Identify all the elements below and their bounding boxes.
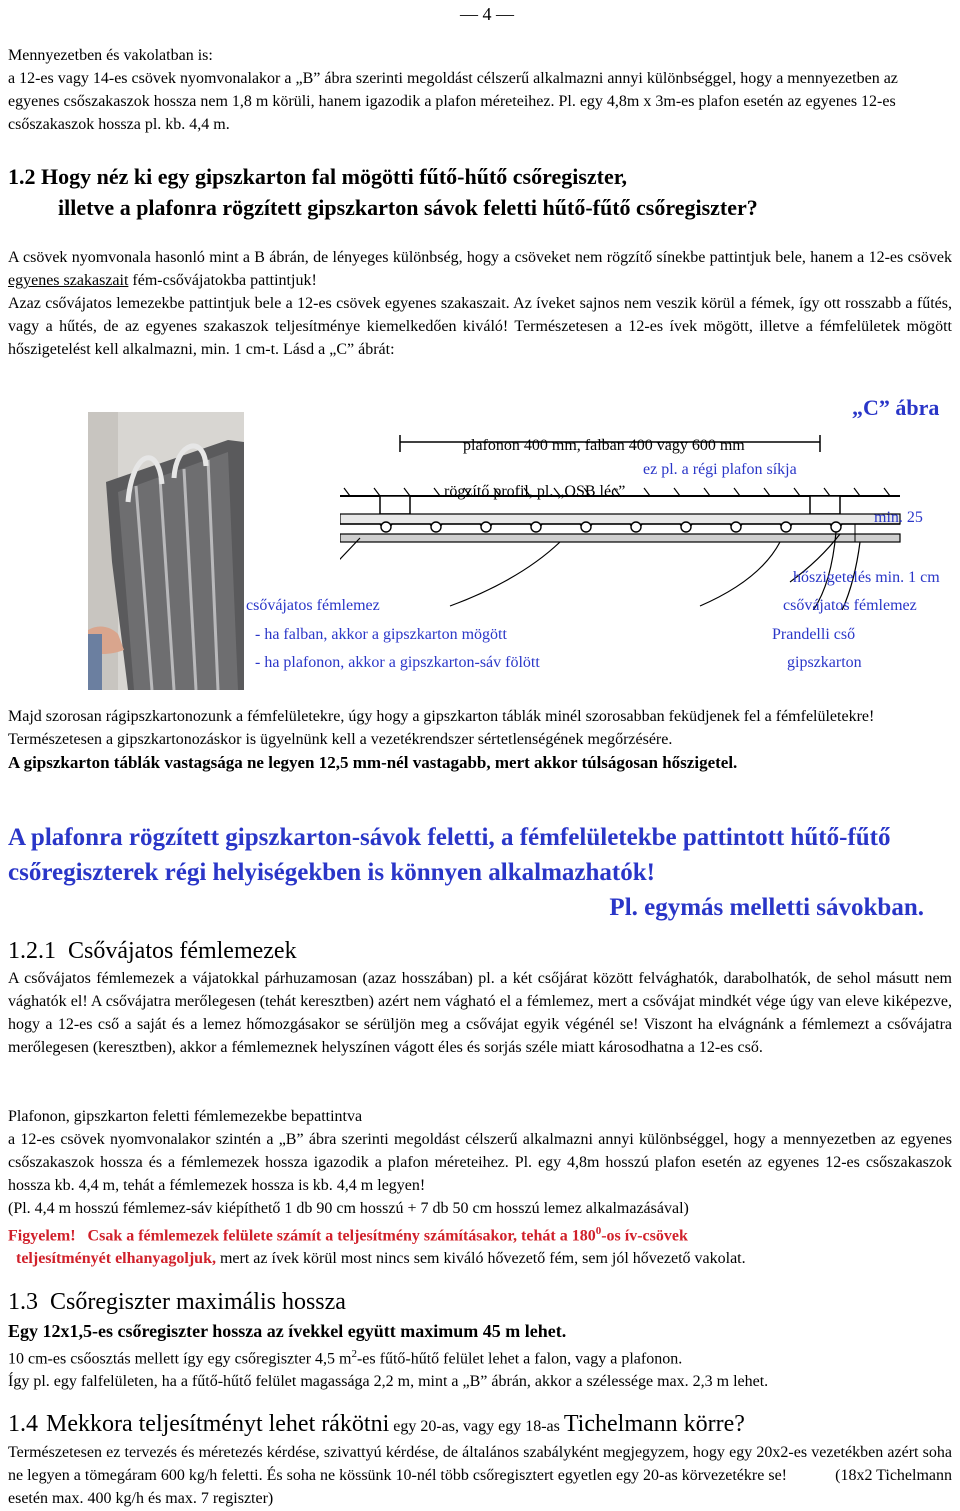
section-1-3-line-2: Így pl. egy falfelületen, ha a fűtő-hűtő felület magassága 2,2 m, mint a „B” ábrán, akkor a szélessége max. 2,3 m lehet. [8, 1373, 769, 1391]
label-spacing: plafonon 400 mm, falban 400 vagy 600 mm [463, 437, 745, 454]
section-1-4-number: 1.4 [8, 1411, 38, 1437]
section-1-2-paragraph-2: Azaz csővájatos lemezekbe pattintjuk bele a 12-es csövek egyenes szakaszait. Az íveket sajnos nem veszik körül a fémek, így ott rosszabb a fűtés, vagy a hűtés, de az egyenes szakaszok teljesítménye kiemelkedően kiváló! Természetesen a 12-es ívek mögött, illetve a fémfelületek mögött hőszigetelést kell alkalmazni, min. 1 cm-t. Lásd a „C” ábrát: [8, 295, 952, 358]
section-1-2-body [8, 246, 952, 361]
after-figure-bold-note: A gipszkarton táblák vastagsága ne legyen 12,5 mm-nél vastagabb, mert akkor túlságosan hőszigetel. [8, 753, 738, 772]
label-ceiling-case: - ha plafonon, akkor a gipszkarton-sáv fölött [255, 654, 540, 671]
section-1-3-heading [8, 1287, 952, 1317]
after-figure-section [8, 705, 952, 774]
intro-section [8, 44, 952, 136]
section-1-4-paragraph: Természetesen ez tervezés és méretezés kérdése, szivattyú kérdése, de általános szabályként megjegyzem, hogy egy 20x2-es vezetékben azért soha ne legyen a tömegáram 600 kg/h feletti. És soha ne kössünk 10-nél több csőregisztert egyetlen egy 20-as körvezetékre se! (18x2 Tichelmann esetén max. 400 kg/h és max. 7 regiszter) [8, 1444, 953, 1507]
label-insulation: hőszigetelés min. 1 cm [793, 569, 940, 586]
section-1-2-1-heading [8, 936, 952, 966]
ceiling-mounting-heading: Plafonon, gipszkarton feletti fémlemezekbe bepattintva [8, 1108, 363, 1125]
section-1-2-1-paragraph-1: A csővájatos fémlemezek a vájatokkal párhuzamosan (azaz hosszában) pl. a két csőjárat között felvághatók, darabolhatók, de sehol másutt nem vághatók el! A csővájatra merőlegesen (tehát keresztben) azért nem vágható el a fémlemez, mert a csővájat mindkét vége úgy van eleve kiképezve, hogy a 12-es cső a saját és a lemez hőmozgásakor se sérüljön meg a csővájat egyik végénél se! Viszont ha elvágnánk a fémlemezt a csővájatra merőlegesen (keresztben), akkor a fémlemeznek helyszínen vágott éles és sorjás széle miatt károsodhatna a 12-es cső. [8, 970, 952, 1056]
warning-line: Figyelem! Csak a fémlemezek felülete számít a teljesítmény számításakor, tehát a $180^0-os$ ív-csövek [8, 1225, 688, 1245]
page-number: — 4 — [460, 4, 514, 24]
ceiling-mounting-example: (Pl. 4,4 m hosszú fémlemez-sáv kiépíthető 1 db 90 cm hosszú + 7 db 50 cm hosszú lemez alkalmazásával) [8, 1200, 689, 1217]
warning-label: Figyelem! [8, 1227, 76, 1245]
section-1-4-mid: egy 20-as, vagy egy 18-as [389, 1418, 564, 1435]
metal-sheet-photo [88, 412, 244, 690]
blue-highlight [8, 820, 952, 925]
label-wall-case: - ha falban, akkor a gipszkarton mögött [255, 626, 507, 643]
section-1-2-title-b: illetve a plafonra rögzített gipszkarton sávok feletti hűtő-fűtő csőregiszter? [58, 195, 758, 220]
ceiling-mounting-section [8, 1105, 952, 1270]
section-1-3-bold: Egy 12x1,5-es csőregiszter hossza az ívekkel együtt maximum 45 m lehet. [8, 1321, 567, 1341]
blue-highlight-right: Pl. egymás melletti sávokban. [609, 894, 924, 921]
after-figure-paragraph-2: Természetesen a gipszkartonozáskor is ügyelnünk kell a vezetékrendszer sértetlenségének megőrzésére. [8, 731, 673, 748]
label-pipe: Prandelli cső [772, 626, 856, 643]
section-1-4-title: Mekkora teljesítményt lehet rákötni [46, 1411, 390, 1437]
section-1-2-heading [8, 161, 952, 223]
section-1-3-line-1: 10 cm-es csőosztás mellett így egy csőregiszter 4,5 $m^2-es$ fűtő-hűtő felület lehet a falon, vagy a plafonon. [8, 1348, 683, 1368]
label-sheet-left: csővájatos fémlemez [246, 597, 380, 614]
figure-title: „C” ábra [852, 395, 940, 420]
section-1-2-paragraph-1: A csövek nyomvonala hasonló mint a B ábrán, de lényeges különbség, hogy a csöveket nem rögzítő sínekbe pattintjuk bele, hanem a 12-es csövek egyenes szakaszait fém-csővájatokba pattintjuk! [8, 249, 952, 289]
section-1-2-1-body [8, 967, 952, 1059]
section-1-3-title: Csőregiszter maximális hossza [50, 1289, 346, 1315]
label-gypsum-board: gipszkarton [787, 654, 862, 671]
label-ceiling-plane: ez pl. a régi plafon síkja [643, 461, 797, 478]
label-min-25: min. 25 [874, 509, 923, 526]
after-figure-paragraph-1: Majd szorosan rágipszkartonozunk a fémfelületekre, úgy hogy a gipszkarton táblák minél szorosabban feküdjenek fel a fémfelületekre! [8, 708, 875, 725]
section-1-4-heading [8, 1409, 952, 1439]
intro-line: Mennyezetben és vakolatban is: [8, 47, 213, 64]
label-fixing-profile: rögzítő profil, pl. „OSB léc” [444, 483, 626, 500]
section-1-4-tail: Tichelmann körre? [563, 1411, 745, 1437]
blue-highlight-text: A plafonra rögzített gipszkarton-sávok feletti, a fémfelületekbe pattintott hűtő-fűtő csőregiszterek régi helyiségekben is könnyen alkalmazhatók! [8, 824, 891, 886]
section-1-3-number: 1.3 [8, 1289, 38, 1315]
label-sheet-right: csővájatos fémlemez [783, 597, 917, 614]
warning-continuation: teljesítményét elhanyagoljuk, mert az ívek körül most nincs sem kiváló hővezető fém, sem jól hővezető vakolat. [16, 1250, 746, 1268]
section-1-2-1-number: 1.2.1 [8, 938, 56, 964]
section-1-2-title-a: 1.2 Hogy néz ki egy gipszkarton fal mögötti fűtő-hűtő csőregiszter, [8, 164, 627, 189]
intro-paragraph: a 12-es vagy 14-es csövek nyomvonalakor a „B” ábra szerinti megoldást célszerű alkalmazni annyi különbséggel, hogy a mennyezetben az egyenes csőszakaszok hossza nem 1,8 m körüli, hanem igazodik a plafon méreteihez. Pl. egy 4,8m x 3m-es plafon esetén az egyenes 12-es csőszakaszok hossza pl. kb. 4,4 m. [8, 70, 898, 133]
section-1-3-body [8, 1320, 952, 1393]
section-1-4-body [8, 1441, 952, 1510]
section-1-2-1-title: Csővájatos fémlemezek [68, 938, 297, 964]
ceiling-mounting-paragraph: a 12-es csövek nyomvonalakor szintén a „B” ábra szerinti megoldást célszerű alkalmazni annyi különbséggel, hogy a mennyezetben az egyenes csőszakaszok hossza és a fémlemezek hossza igazodik a plafon méreteihez. Pl. egy 4,8m hosszú plafon esetén az egyenes 12-es csőszakaszok hossza kb. 4,4 m, tehát a fémlemezek hossza is kb. 4,4 m legyen! [8, 1131, 952, 1194]
